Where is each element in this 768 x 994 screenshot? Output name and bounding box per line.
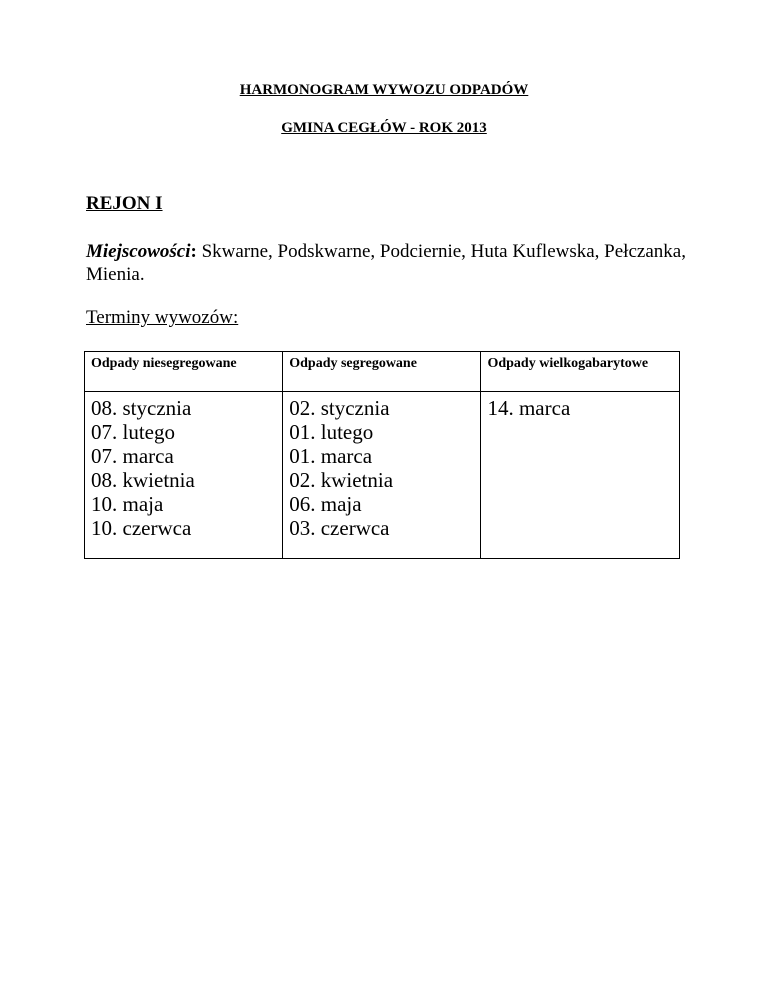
date-item: 07. lutego: [91, 420, 175, 444]
date-item: 08. kwietnia: [91, 468, 195, 492]
date-item: 07. marca: [91, 444, 174, 468]
document-title: HARMONOGRAM WYWOZU ODPADÓW: [239, 82, 529, 98]
schedule-header-row: [85, 352, 680, 392]
date-item: 14. marca: [487, 396, 571, 420]
date-item: 10. czerwca: [91, 516, 192, 540]
date-item: 01. marca: [289, 444, 373, 468]
schedule-table: [84, 351, 680, 559]
document-subtitle: GMINA CEGŁÓW - ROK 2013: [281, 120, 487, 136]
column-header-bulky: Odpady wielkogabarytowe: [481, 352, 680, 392]
places-paragraph: [86, 240, 686, 286]
places-separator: :: [190, 241, 197, 262]
dates-cell-sorted: [283, 392, 481, 559]
places-list: Skwarne, Podskwarne, Podciernie, Huta Kuflewska, Pełczanka, Mienia.: [86, 241, 686, 285]
date-item: 10. maja: [91, 492, 164, 516]
column-header-unsorted: Odpady niesegregowane: [85, 352, 283, 392]
region-heading: REJON I: [86, 193, 163, 214]
schedule-dates-row: [85, 392, 680, 559]
dates-cell-unsorted: [85, 392, 283, 559]
places-label: Miejscowości: [86, 241, 191, 262]
date-item: 06. maja: [289, 492, 362, 516]
dates-cell-bulky: [481, 392, 680, 559]
date-item: 02. stycznia: [289, 396, 390, 420]
date-item: 02. kwietnia: [289, 468, 394, 492]
date-item: 01. lutego: [289, 420, 374, 444]
date-item: 08. stycznia: [91, 396, 192, 420]
date-item: 03. czerwca: [289, 516, 390, 540]
schedule-label: Terminy wywozów:: [86, 307, 239, 328]
column-header-sorted: Odpady segregowane: [283, 352, 481, 392]
